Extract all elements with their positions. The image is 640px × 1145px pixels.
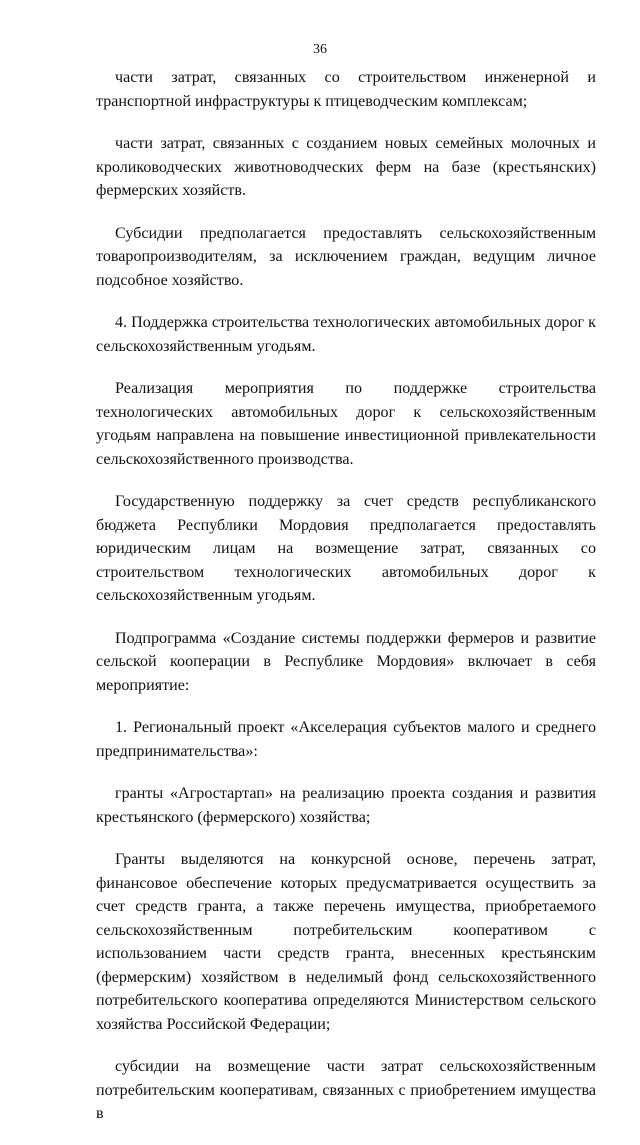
paragraph-4: 4. Поддержка строительства технологических автомобильных дорог к сельскохозяйственным угодьям.	[96, 314, 596, 355]
paragraph-9: гранты «Агростартап» на реализацию проекта создания и развития крестьянского (фермерского) хозяйства;	[96, 785, 596, 826]
paragraph-6: Государственную поддержку за счет средств республиканского бюджета Республики Мордовия предполагается предоставлять юридическим лицам на возмещение затрат, связанных со строительством технологических автомобильных дорог к сельскохозяйственным угодьям.	[96, 493, 596, 604]
paragraph-1: части затрат, связанных со строительством инженерной и транспортной инфраструктуры к птицеводческим комплексам;	[96, 69, 596, 110]
page-number: 36	[313, 42, 327, 57]
body-text	[96, 66, 596, 1145]
paragraph-8: 1. Региональный проект «Акселерация субъектов малого и среднего предпринимательства»:	[96, 719, 596, 760]
paragraph-7: Подпрограмма «Создание системы поддержки фермеров и развитие сельской кооперации в Республике Мордовия» включает в себя мероприятие:	[96, 629, 596, 694]
paragraph-11: субсидии на возмещение части затрат сельскохозяйственным потребительским кооперативам, связанных с приобретением имущества в	[96, 1058, 596, 1122]
paragraph-2: части затрат, связанных с созданием новых семейных молочных и кролиководческих животноводческих ферм на базе (крестьянских) фермерских хозяйств.	[96, 135, 596, 199]
paragraph-5: Реализация мероприятия по поддержке строительства технологических автомобильных дорог к сельскохозяйственным угодьям направлена на повышение инвестиционной привлекательности сельскохозяйственного производства.	[96, 380, 596, 468]
paragraph-3: Субсидии предполагается предоставлять сельскохозяйственным товаропроизводителям, за исключением граждан, ведущим личное подсобное хозяйство.	[96, 224, 596, 289]
paragraph-10: Гранты выделяются на конкурсной основе, перечень затрат, финансовое обеспечение которых предусматривается осуществить за счет средств гранта, а также перечень имущества, приобретаемого сельскохозяйственным потребительским кооперативом с использованием части средств гранта, внесенных крестьянским (фермерским) хозяйством в неделимый фонд сельскохозяйственного потребительского кооператива определяются Министерством сельского хозяйства Российской Федерации;	[96, 851, 596, 1033]
